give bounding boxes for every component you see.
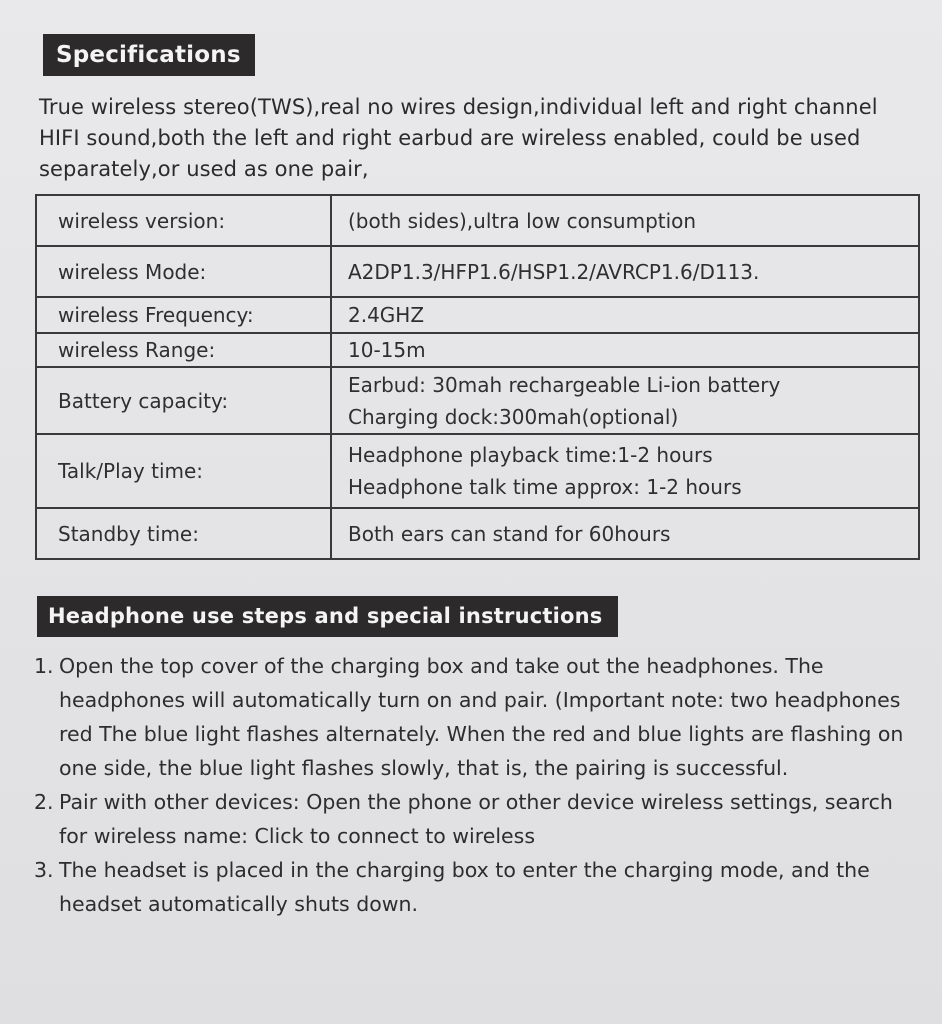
specifications-intro: True wireless stereo(TWS),real no wires design,individual left and right channel HIFI sound,both the left and right earbud are wireless enabled, could be used separately,or used as one pair, (39, 95, 878, 181)
table-row (36, 333, 919, 367)
spec-label: wireless Range: (36, 333, 331, 367)
spec-value (331, 508, 919, 559)
table-row (36, 246, 919, 297)
spec-value (331, 367, 919, 434)
spec-value-line: 10-15m (348, 338, 426, 362)
spec-value-line: Headphone talk time approx: 1-2 hours (348, 475, 742, 499)
spec-value-line: Headphone playback time:1-2 hours (348, 443, 713, 467)
spec-value-line: (both sides),ultra low consumption (348, 208, 697, 233)
instructions-heading: Headphone use steps and special instructions (37, 596, 618, 637)
spec-label: wireless version: (36, 195, 331, 246)
spec-value (331, 297, 919, 333)
spec-value-line: 2.4GHZ (348, 303, 425, 327)
table-row (36, 367, 919, 434)
spec-value (331, 434, 919, 508)
spec-value (331, 246, 919, 297)
step-number: 3. (34, 858, 54, 882)
spec-value-line: Both ears can stand for 60hours (348, 521, 671, 546)
spec-label: wireless Mode: (36, 246, 331, 297)
table-row (36, 434, 919, 508)
table-row (36, 297, 919, 333)
instructions-list (34, 649, 914, 921)
specifications-heading: Specifications (43, 34, 255, 76)
spec-value (331, 333, 919, 367)
spec-label: Battery capacity: (36, 367, 331, 434)
step-number: 1. (34, 654, 54, 678)
step-text: Open the top cover of the charging box and take out the headphones. The headphones will automatically turn on and pair. (Important note: two headphones red The blue light flashes alternately. When the red and blue lights are flashing on one side, the blue light flashes slowly, that is, the pairing is successful. (59, 654, 904, 780)
list-item (34, 649, 914, 785)
spec-value-line: Earbud: 30mah rechargeable Li-ion battery (348, 372, 781, 397)
spec-label: Standby time: (36, 508, 331, 559)
spec-value (331, 195, 919, 246)
spec-value-line: Charging dock:300mah(optional) (348, 404, 679, 429)
table-row (36, 508, 919, 559)
spec-label: wireless Frequency: (36, 297, 331, 333)
spec-value-line: A2DP1.3/HFP1.6/HSP1.2/AVRCP1.6/D113. (348, 259, 760, 284)
table-row (36, 195, 919, 246)
step-text: Pair with other devices: Open the phone or other device wireless settings, search for wireless name: Click to connect to wireless (59, 790, 893, 848)
list-item (34, 785, 914, 853)
spec-label: Talk/Play time: (36, 434, 331, 508)
list-item (34, 853, 914, 921)
step-number: 2. (34, 790, 54, 814)
specifications-table (35, 194, 920, 560)
step-text: The headset is placed in the charging box to enter the charging mode, and the headset automatically shuts down. (59, 858, 870, 916)
